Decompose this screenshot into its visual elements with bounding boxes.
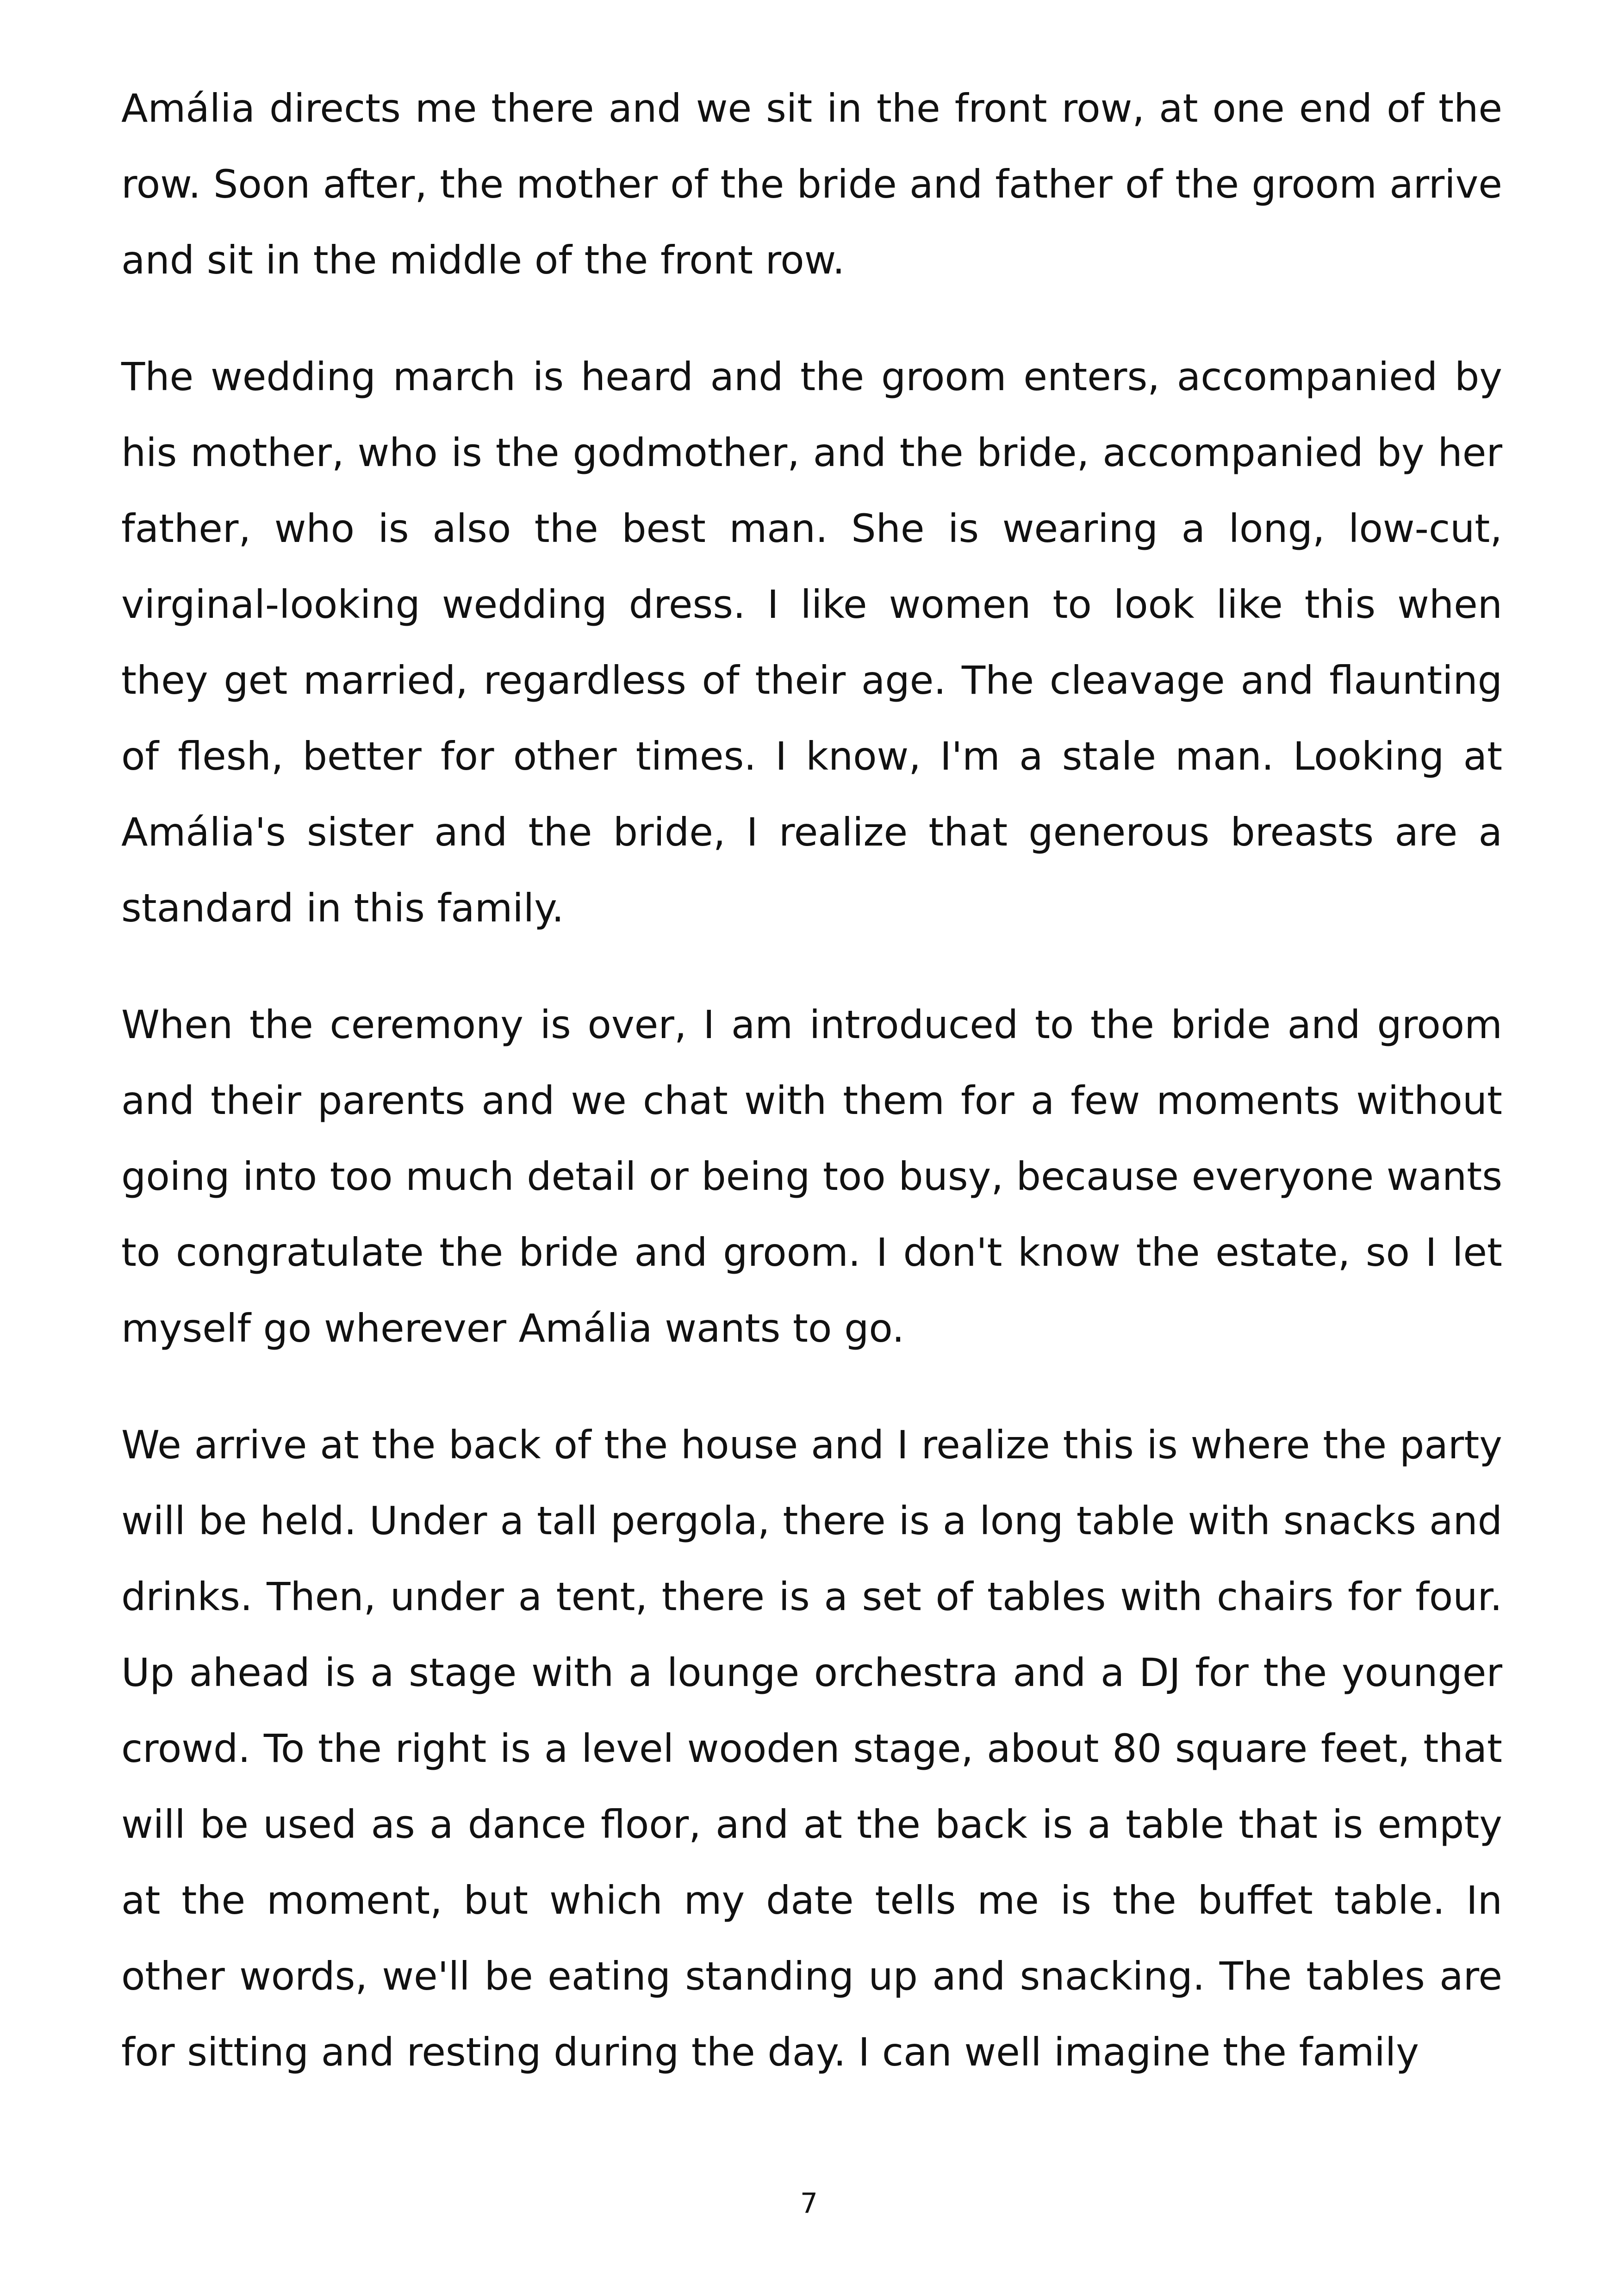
paragraph: We arrive at the back of the house and I realize this is where the party will be held. Under a tall pergola, there is a long table with snacks and drinks. Then, under a tent, there is a set of tables with chairs for four. Up ahead is a stage with a lounge orchestra and a DJ for the younger crowd. To the right is a level wooden stage, about 80 square feet, that will be used as a dance floor, and at the back is a table that is empty at the moment, but which my date tells me is the buffet table. In other words, we'll be eating standing up and snacking. The tables are for sitting and resting during the day. I can well imagine the family	[121, 1422, 1502, 2075]
paragraph: When the ceremony is over, I am introduced to the bride and groom and their parents and we chat with them for a few moments without going into too much detail or being too busy, because everyone wants to congratulate the bride and groom. I don't know the estate, so I let myself go wherever Amália wants to go.	[121, 1002, 1502, 1351]
page-number: 7	[800, 2187, 818, 2220]
paragraph: Amália directs me there and we sit in the front row, at one end of the row. Soon after, the mother of the bride and father of the groom arrive and sit in the middle of the front row.	[121, 86, 1502, 283]
body-text	[121, 70, 1502, 2131]
paragraph: The wedding march is heard and the groom enters, accompanied by his mother, who is the godmother, and the bride, accompanied by her father, who is also the best man. She is wearing a long, low-cut, virginal-looking wedding dress. I like women to look like this when they get married, regardless of their age. The cleavage and flaunting of flesh, better for other times. I know, I'm a stale man. Looking at Amália's sister and the bride, I realize that generous breasts are a standard in this family.	[121, 354, 1502, 931]
